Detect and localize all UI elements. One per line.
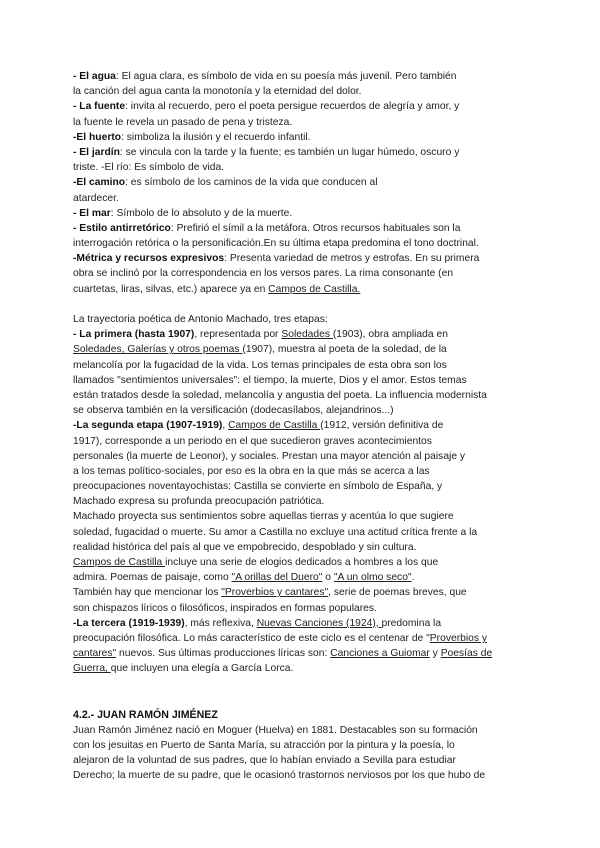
term-huerto: -El huerto [73,131,122,143]
text-line: Machado proyecta sus sentimientos sobre aquellas tierras y acentúa lo que sugiere [73,511,454,523]
text-line: - El mar: Símbolo de lo absoluto y de la muerte. [73,207,293,219]
text-line: soledad, fugacidad o muerte. Su amor a Castilla no excluye una actitud crítica frente a la [73,526,478,538]
text-line: llamados "sentimientos universales": el tiempo, la muerte, Dios y el amor. Estos temas [73,374,467,386]
text-line: - La primera (hasta 1907), representada por Soledades (1903), obra ampliada en [73,329,448,341]
link-soledades-galerias[interactable]: Soledades, Galerías y otros poemas [73,344,243,356]
text-line: Guerra, que incluyen una elegía a García Lorca. [73,663,294,675]
text-line: - El agua: El agua clara, es símbolo de vida en su poesía más juvenil. Pero también [73,71,457,82]
document-page [73,69,548,783]
link-a-orillas-del-duero[interactable]: "A orillas del Duero" [231,572,323,584]
link-proverbios-y-cantares[interactable]: cantares" [73,648,117,660]
text-line: -El camino: es símbolo de los caminos de la vida que conducen al [73,177,378,189]
text-line: están tratados desde la soledad, melancolía y angustia del poeta. La influencia modernista [73,389,487,401]
text-line: - La fuente: invita al recuerdo, pero el poeta persigue recuerdos de alegría y amor, y [73,101,460,113]
link-a-un-olmo-seco[interactable]: "A un olmo seco" [333,572,412,584]
text-line: -Métrica y recursos expresivos: Presenta variedad de metros y estrofas. En su primera [73,253,480,265]
text-line: con los jesuitas en Puerto de Santa María, su atracción por la pintura y la poesía, lo [73,739,455,751]
text-line: se observa también en la versificación (dodecasílabos, alejandrinos...) [73,405,394,417]
text-line: son chispazos líricos o filosóficos, inspirados en formas populares. [73,602,377,614]
text-line: -La tercera (1919-1939), más reflexiva, Nuevas Canciones (1924), predomina la [73,617,442,629]
stage-first: - La primera (hasta 1907) [73,329,195,341]
text-line: También hay que mencionar los "Proverbios y cantares", serie de poemas breves, que [73,587,467,599]
text-line: realidad histórica del país al que ve empobrecido, despoblado y sin cultura. [73,541,417,553]
stage-second: -La segunda etapa (1907-1919) [73,420,223,432]
text-line: Campos de Castilla incluye una serie de elogios dedicados a hombres a los que [73,557,439,568]
link-campos-de-castilla[interactable]: Campos de Castilla. [268,283,361,295]
link-poesias-de-guerra[interactable]: Poesías de [440,648,493,660]
text-line: cantares" nuevos. Sus últimas producciones líricas son: Canciones a Guiomar y Poesías de [73,648,493,660]
text-line: Machado expresa su profunda preocupación patriótica. [73,496,325,508]
text-line: interrogación retórica o la personificación.En su última etapa predomina el tono doctrinal. [73,238,479,250]
link-canciones-a-guiomar[interactable]: Canciones a Guiomar [330,648,430,660]
link-campos-de-castilla[interactable]: Campos de Castilla [228,420,321,432]
text-line: Juan Ramón Jiménez nació en Moguer (Huelva) en 1881. Destacables son su formación [73,724,478,736]
term-metrica: -Métrica y recursos expresivos [73,253,225,265]
text-line: - El jardín: se vincula con la tarde y la fuente; es también un lugar húmedo, oscuro y [73,146,460,158]
text-line: la fuente le revela un pasado de pena y tristeza. [73,116,293,128]
text-line: alejaron de la voluntad de sus padres, que lo habían enviado a Sevilla para estudiar [73,755,456,767]
link-campos-de-castilla[interactable]: Campos de Castilla [73,557,166,568]
term-agua: - El agua [73,71,116,82]
stage-third: -La tercera (1919-1939) [73,617,185,629]
text-line: personales (la muerte de Leonor), y sociales. Prestan una mayor atención al paisaje y [73,450,466,462]
text-line: 1917), corresponde a un periodo en el que sucedieron graves acontecimientos [73,435,432,447]
term-mar: - El mar [73,207,111,219]
text-line: Soledades, Galerías y otros poemas (1907), muestra al poeta de la soledad, de la [73,344,447,356]
trajectory-paragraph [73,312,548,677]
section-heading: 4.2.- JUAN RAMÓN JIMÉNEZ [73,708,218,721]
link-nuevas-canciones[interactable]: Nuevas Canciones (1924), [256,617,382,629]
text-line: -La segunda etapa (1907-1919), Campos de Castilla (1912, versión definitiva de [73,420,444,432]
term-estilo: - Estilo antirretórico [73,222,171,234]
section-juan-ramon-jimenez [73,708,548,784]
term-jardin: - El jardín [73,146,120,158]
text-line: - Estilo antirretórico: Prefirió el símil a la metáfora. Otros recursos habituales son la [73,222,461,234]
text-line: a los temas político-sociales, por eso es la obra en la que más se acerca a las [73,465,430,477]
text-line: la canción del agua canta la monotonía y la eternidad del dolor. [73,86,362,98]
text-line: melancolía por la fugacidad de la vida. Los temas principales de esta obra son los [73,359,447,371]
link-poesias-de-guerra[interactable]: Guerra, [73,663,111,675]
text-line: atardecer. [73,192,119,204]
link-soledades[interactable]: Soledades [281,329,333,341]
text-line: admira. Poemas de paisaje, como "A orillas del Duero" o "A un olmo seco". [73,572,415,584]
text-line: triste. -El río: Es símbolo de vida. [73,162,225,174]
text-line: preocupación filosófica. Lo más característico de este ciclo es el centenar de "Proverbios y [73,632,488,644]
text-line: preocupaciones noventayochistas: Castilla se convierte en símbolo de España, y [73,481,443,493]
term-fuente: - La fuente [73,101,126,113]
text-line: obra se inclinó por la correspondencia en los versos pares. La rima consonante (en [73,268,454,280]
symbols-paragraph [73,69,548,297]
text-line: La trayectoria poética de Antonio Machado, tres etapas: [73,314,328,325]
link-proverbios-y-cantares[interactable]: Proverbios y [429,632,488,644]
text-line: Derecho; la muerte de su padre, que le ocasionó trastornos nerviosos por los que hubo de [73,770,486,782]
text-line: -El huerto: simboliza la ilusión y el recuerdo infantil. [73,131,311,143]
term-camino: -El camino [73,177,126,189]
text-line: cuartetas, liras, silvas, etc.) aparece ya en Campos de Castilla. [73,283,361,295]
link-proverbios-y-cantares[interactable]: "Proverbios y cantares" [221,587,329,599]
